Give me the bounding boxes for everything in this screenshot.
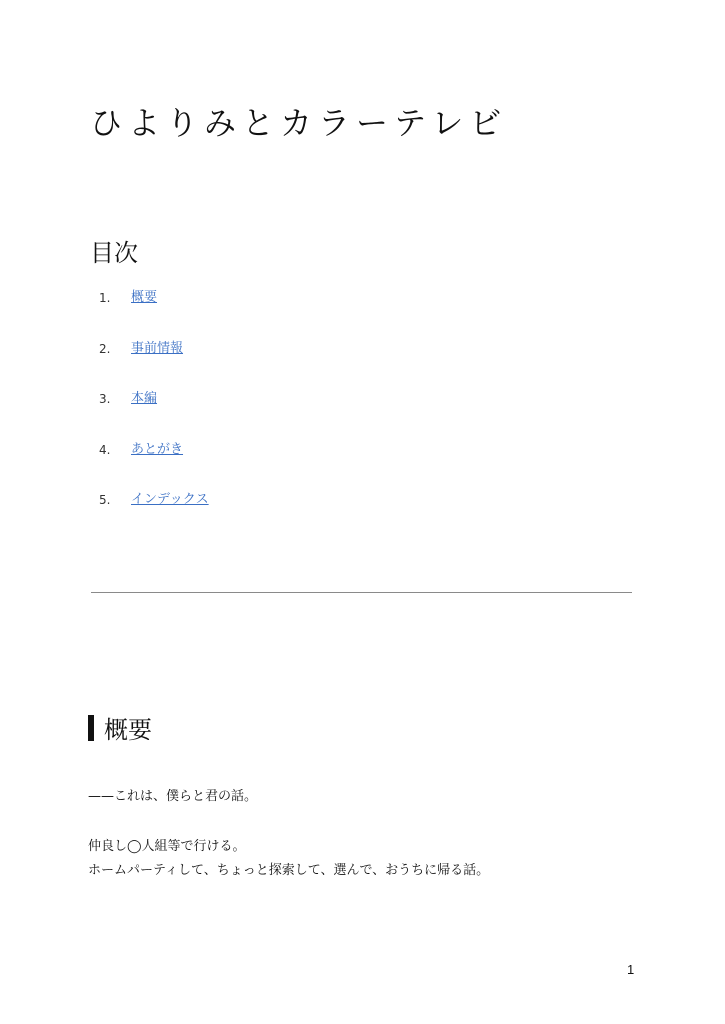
section-heading-overview [88,710,152,745]
toc-item-main-story [90,388,209,439]
toc-item-overview [90,287,209,338]
toc-item-number: 2. [99,341,111,356]
toc-link-index[interactable]: インデックス [131,492,209,507]
horizontal-divider [91,592,632,593]
toc-heading: 目次 [90,239,138,267]
paragraph-summary: ホームパーティして、ちょっと探索して、選んで、おうちに帰る話。 [88,863,490,878]
toc-item-number: 4. [99,442,111,457]
page-number: 1 [627,962,635,977]
paragraph-intro: ——これは、僕らと君の話。 [88,789,258,804]
heading-bar-icon [88,715,94,741]
toc-item-number: 3. [99,392,111,406]
toc-link-main-story[interactable]: 本編 [131,391,158,406]
toc-item-number: 5. [99,493,111,507]
toc-link-overview[interactable]: 概要 [131,290,158,305]
section-heading-label: 概要 [104,716,152,744]
toc-link-afterword[interactable]: あとがき [131,441,184,457]
toc-item-index [90,489,209,540]
toc-link-prior-info[interactable]: 事前情報 [131,340,184,356]
toc-item-prior-info [90,338,209,389]
table-of-contents [90,287,209,540]
document-title: ひよりみとカラーテレビ [90,104,508,142]
toc-item-afterword [90,439,209,490]
paragraph-party-size: 仲良し◯人組等で行ける。 [88,839,246,854]
toc-item-number: 1. [99,291,111,305]
